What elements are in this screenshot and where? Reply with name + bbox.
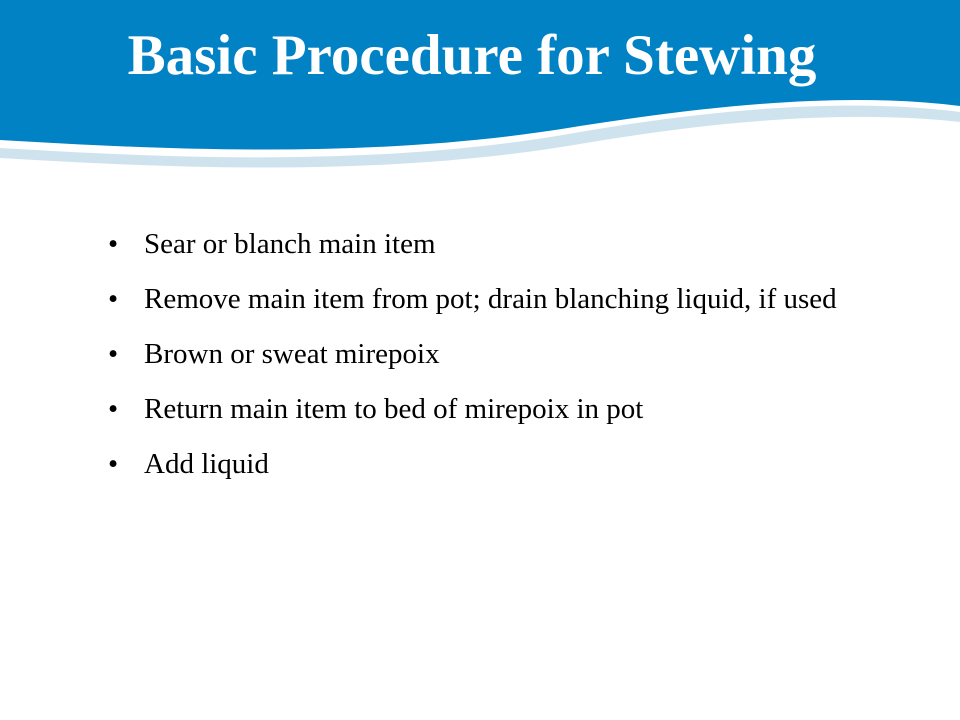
bullet-item (108, 336, 848, 372)
bullet-item (108, 446, 848, 482)
bullet-marker: • (108, 393, 119, 425)
bullet-text: Add liquid (144, 448, 269, 480)
slide-title: Basic Procedure for Stewing (127, 24, 817, 87)
bullet-item (108, 391, 848, 427)
bullet-text: Return main item to bed of mirepoix in pot (144, 393, 644, 425)
bullet-item (108, 226, 848, 262)
bullet-marker: • (108, 228, 119, 260)
bullet-text: Sear or blanch main item (144, 228, 436, 260)
bullet-text: Brown or sweat mirepoix (144, 338, 440, 370)
bullet-marker: • (108, 338, 119, 370)
bullet-text: Remove main item from pot; drain blanching liquid, if used (144, 283, 837, 315)
bullet-marker: • (108, 283, 119, 315)
bullet-list (108, 226, 848, 501)
bullet-item (108, 281, 848, 317)
bullet-marker: • (108, 448, 119, 480)
